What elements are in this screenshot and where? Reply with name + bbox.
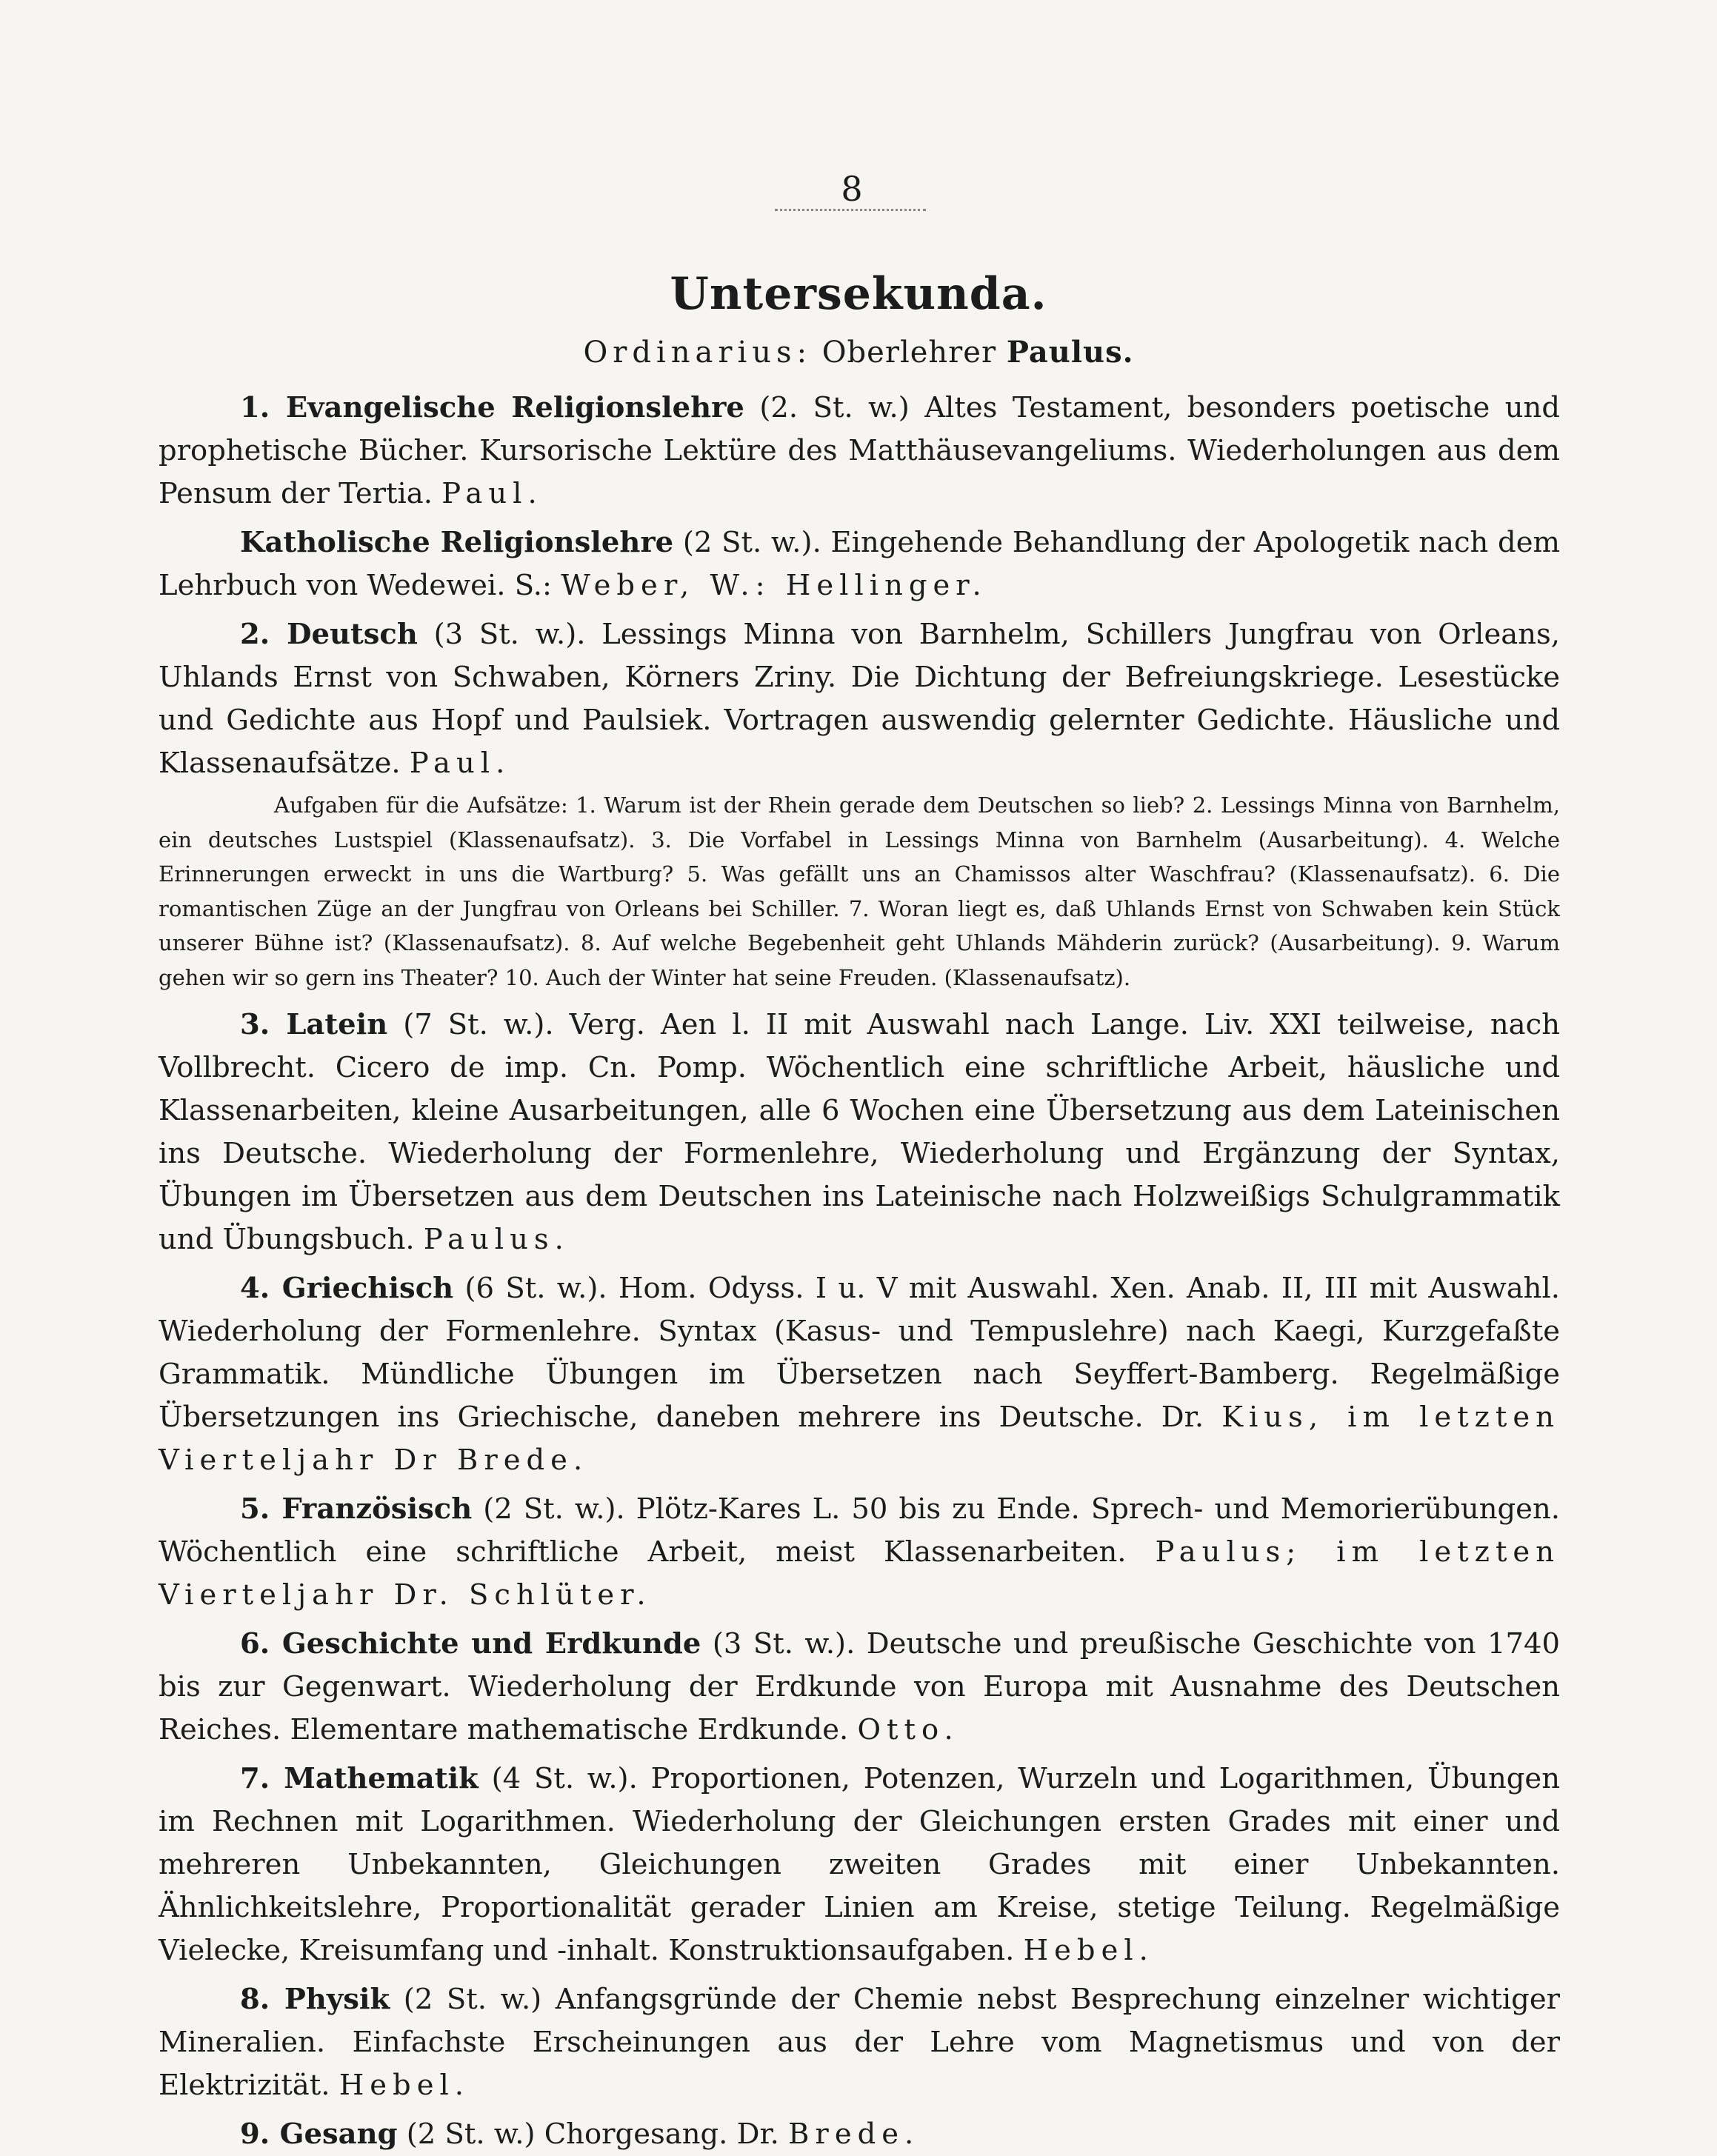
subject-paragraph (159, 1004, 1560, 1261)
subject-body: (4 St. w.). Proportionen, Potenzen, Wurzeln und Logarithmen, Übungen im Rechnen mit Logarithmen. Wiederholung der Gleichungen ersten Grades mit einer und mehreren Unbekannten, Gleichungen zweiten Grades mit einer Unbekannten. Ähnlichkeitslehre, Proportionalität gerader Linien am Kreise, stetige Teilung. Regelmäßige Vielecke, Kreisumfang und -inhalt. Konstruktionsaufgaben. (159, 1762, 1561, 1967)
subject-paragraph (159, 2113, 1560, 2156)
subject-paragraph (159, 1267, 1560, 1482)
ordinarius-name: Paulus. (1006, 335, 1134, 370)
subject-paragraph (159, 613, 1560, 785)
essay-topics-note: Aufgaben für die Aufsätze: 1. Warum ist der Rhein gerade dem Deutschen so lieb? 2. Lessings Minna von Barnhelm, ein deutsches Lustspiel (Klassenaufsatz). 3. Die Vorfabel in Lessings Minna von Barnhelm (Ausarbeitung). 4. Welche Erinnerungen erweckt in uns die Wartburg? 5. Was gefällt uns an Chamissos alter Waschfrau? (Klassenaufsatz). 6. Die romantischen Züge an der Jungfrau von Orleans bei Schiller. 7. Woran liegt es, daß Uhlands Ernst von Schwaben kein Stück unserer Bühne ist? (Klassenaufsatz). 8. Auf welche Begebenheit geht Uhlands Mähderin zurück? (Ausarbeitung). 9. Warum gehen wir so gern ins Theater? 10. Auch der Winter hat seine Freuden. (Klassenaufsatz). (159, 792, 1560, 990)
subject-heading: 5. Französisch (240, 1492, 473, 1526)
teacher-name: Paul. (441, 477, 543, 510)
subject-heading: 4. Griechisch (240, 1272, 454, 1305)
subject-paragraph (159, 1978, 1560, 2107)
subject-heading: 3. Latein (240, 1008, 388, 1041)
subject-paragraph (159, 387, 1560, 515)
subject-heading: Katholische Religionslehre (240, 526, 674, 559)
subject-body: (2. St. w.) Altes Testament, besonders poetische und prophetische Bücher. Kursorische Lektüre des Matthäusevangeliums. Wiederholungen aus dem Pensum der Tertia. (159, 391, 1560, 510)
subject-heading: 2. Deutsch (240, 618, 418, 651)
subject-paragraph (159, 1488, 1560, 1617)
teacher-name: Paulus; im letzten Vierteljahr Dr. Schlüter. (159, 1535, 1560, 1612)
teacher-name: Brede. (788, 2117, 920, 2151)
subject-body: (7 St. w.). Verg. Aen l. II mit Auswahl nach Lange. Liv. XXI teilweise, nach Vollbrecht. Cicero de imp. Cn. Pomp. Wöchentlich eine schriftliche Arbeit, häusliche und Klassenarbeiten, kleine Ausarbeitungen, alle 6 Wochen eine Übersetzung aus dem Lateinischen ins Deutsche. Wiederholung der Formenlehre, Wiederholung und Ergänzung der Syntax, Übungen im Übersetzen aus dem Deutschen ins Lateinische nach Holzweißigs Schulgrammatik und Übungsbuch. (159, 1008, 1560, 1256)
subject-paragraph (159, 1758, 1560, 1972)
subject-heading: 1. Evangelische Religionslehre (240, 391, 744, 424)
subject-heading: 7. Mathematik (240, 1762, 479, 1795)
subject-paragraph (159, 1623, 1560, 1752)
teacher-name: Paulus. (423, 1223, 570, 1256)
subject-body: (6 St. w.). Hom. Odyss. I u. V mit Auswahl. Xen. Anab. II, III mit Auswahl. Wiederholung der Formenlehre. Syntax (Kasus- und Tempuslehre) nach Kaegi, Kurzgefaßte Grammatik. Mündliche Übungen im Übersetzen nach Seyffert-Bamberg. Regelmäßige Übersetzungen ins Griechische, daneben mehrere ins Deutsche. Dr. (159, 1272, 1561, 1434)
teacher-name: Hebel. (1023, 1934, 1154, 1967)
subject-heading: 8. Physik (240, 1983, 390, 2016)
subject-body: (2 St. w.) Anfangsgründe der Chemie nebst Besprechung einzelner wichtiger Mineralien. Einfachste Erscheinungen aus der Lehre vom Magnetismus und von der Elektrizität. (159, 1983, 1561, 2102)
teacher-name: Hebel. (339, 2069, 470, 2102)
page-number-ornament (775, 209, 926, 211)
teacher-name: Paul. (409, 747, 511, 780)
ordinarius-label: Ordinarius: (583, 336, 813, 370)
subject-heading: 9. Gesang (240, 2117, 398, 2151)
ordinarius-text: Oberlehrer (821, 336, 997, 370)
page-number: 8 (841, 169, 863, 209)
subject-body: (2 St. w.). Plötz-Kares L. 50 bis zu Ende. Sprech- und Memorierübungen. Wöchentlich eine schriftliche Arbeit, meist Klassenarbeiten. (159, 1492, 1560, 1569)
subject-body: (3 St. w.). Lessings Minna von Barnhelm, Schillers Jungfrau von Orleans, Uhlands Ernst von Schwaben, Körners Zriny. Die Dichtung der Befreiungskriege. Lesestücke und Gedichte aus Hopf und Paulsiek. Vortragen auswendig gelernter Gedichte. Häusliche und Klassenaufsätze. (159, 618, 1560, 780)
subject-body: (3 St. w.). Deutsche und preußische Geschichte von 1740 bis zur Gegenwart. Wiederholung der Erdkunde von Europa mit Ausnahme des Deutschen Reiches. Elementare mathematische Erdkunde. (159, 1627, 1561, 1746)
body-text (159, 387, 1560, 2156)
teacher-name: Kius, im letzten Vierteljahr Dr Brede. (159, 1401, 1560, 1477)
teacher-name: Weber, W.: Hellinger. (561, 569, 987, 602)
subject-body: (2 St. w.). Eingehende Behandlung der Apologetik nach dem Lehrbuch von Wedewei. S.: (159, 526, 1560, 602)
subject-heading: 6. Geschichte und Erdkunde (240, 1627, 701, 1661)
subject-body: (2 St. w.) Chorgesang. Dr. (397, 2117, 789, 2151)
subject-paragraph (159, 521, 1560, 607)
teacher-name: Otto. (857, 1713, 959, 1746)
ordinarius-line (0, 335, 1717, 370)
section-title: Untersekunda. (670, 268, 1047, 320)
